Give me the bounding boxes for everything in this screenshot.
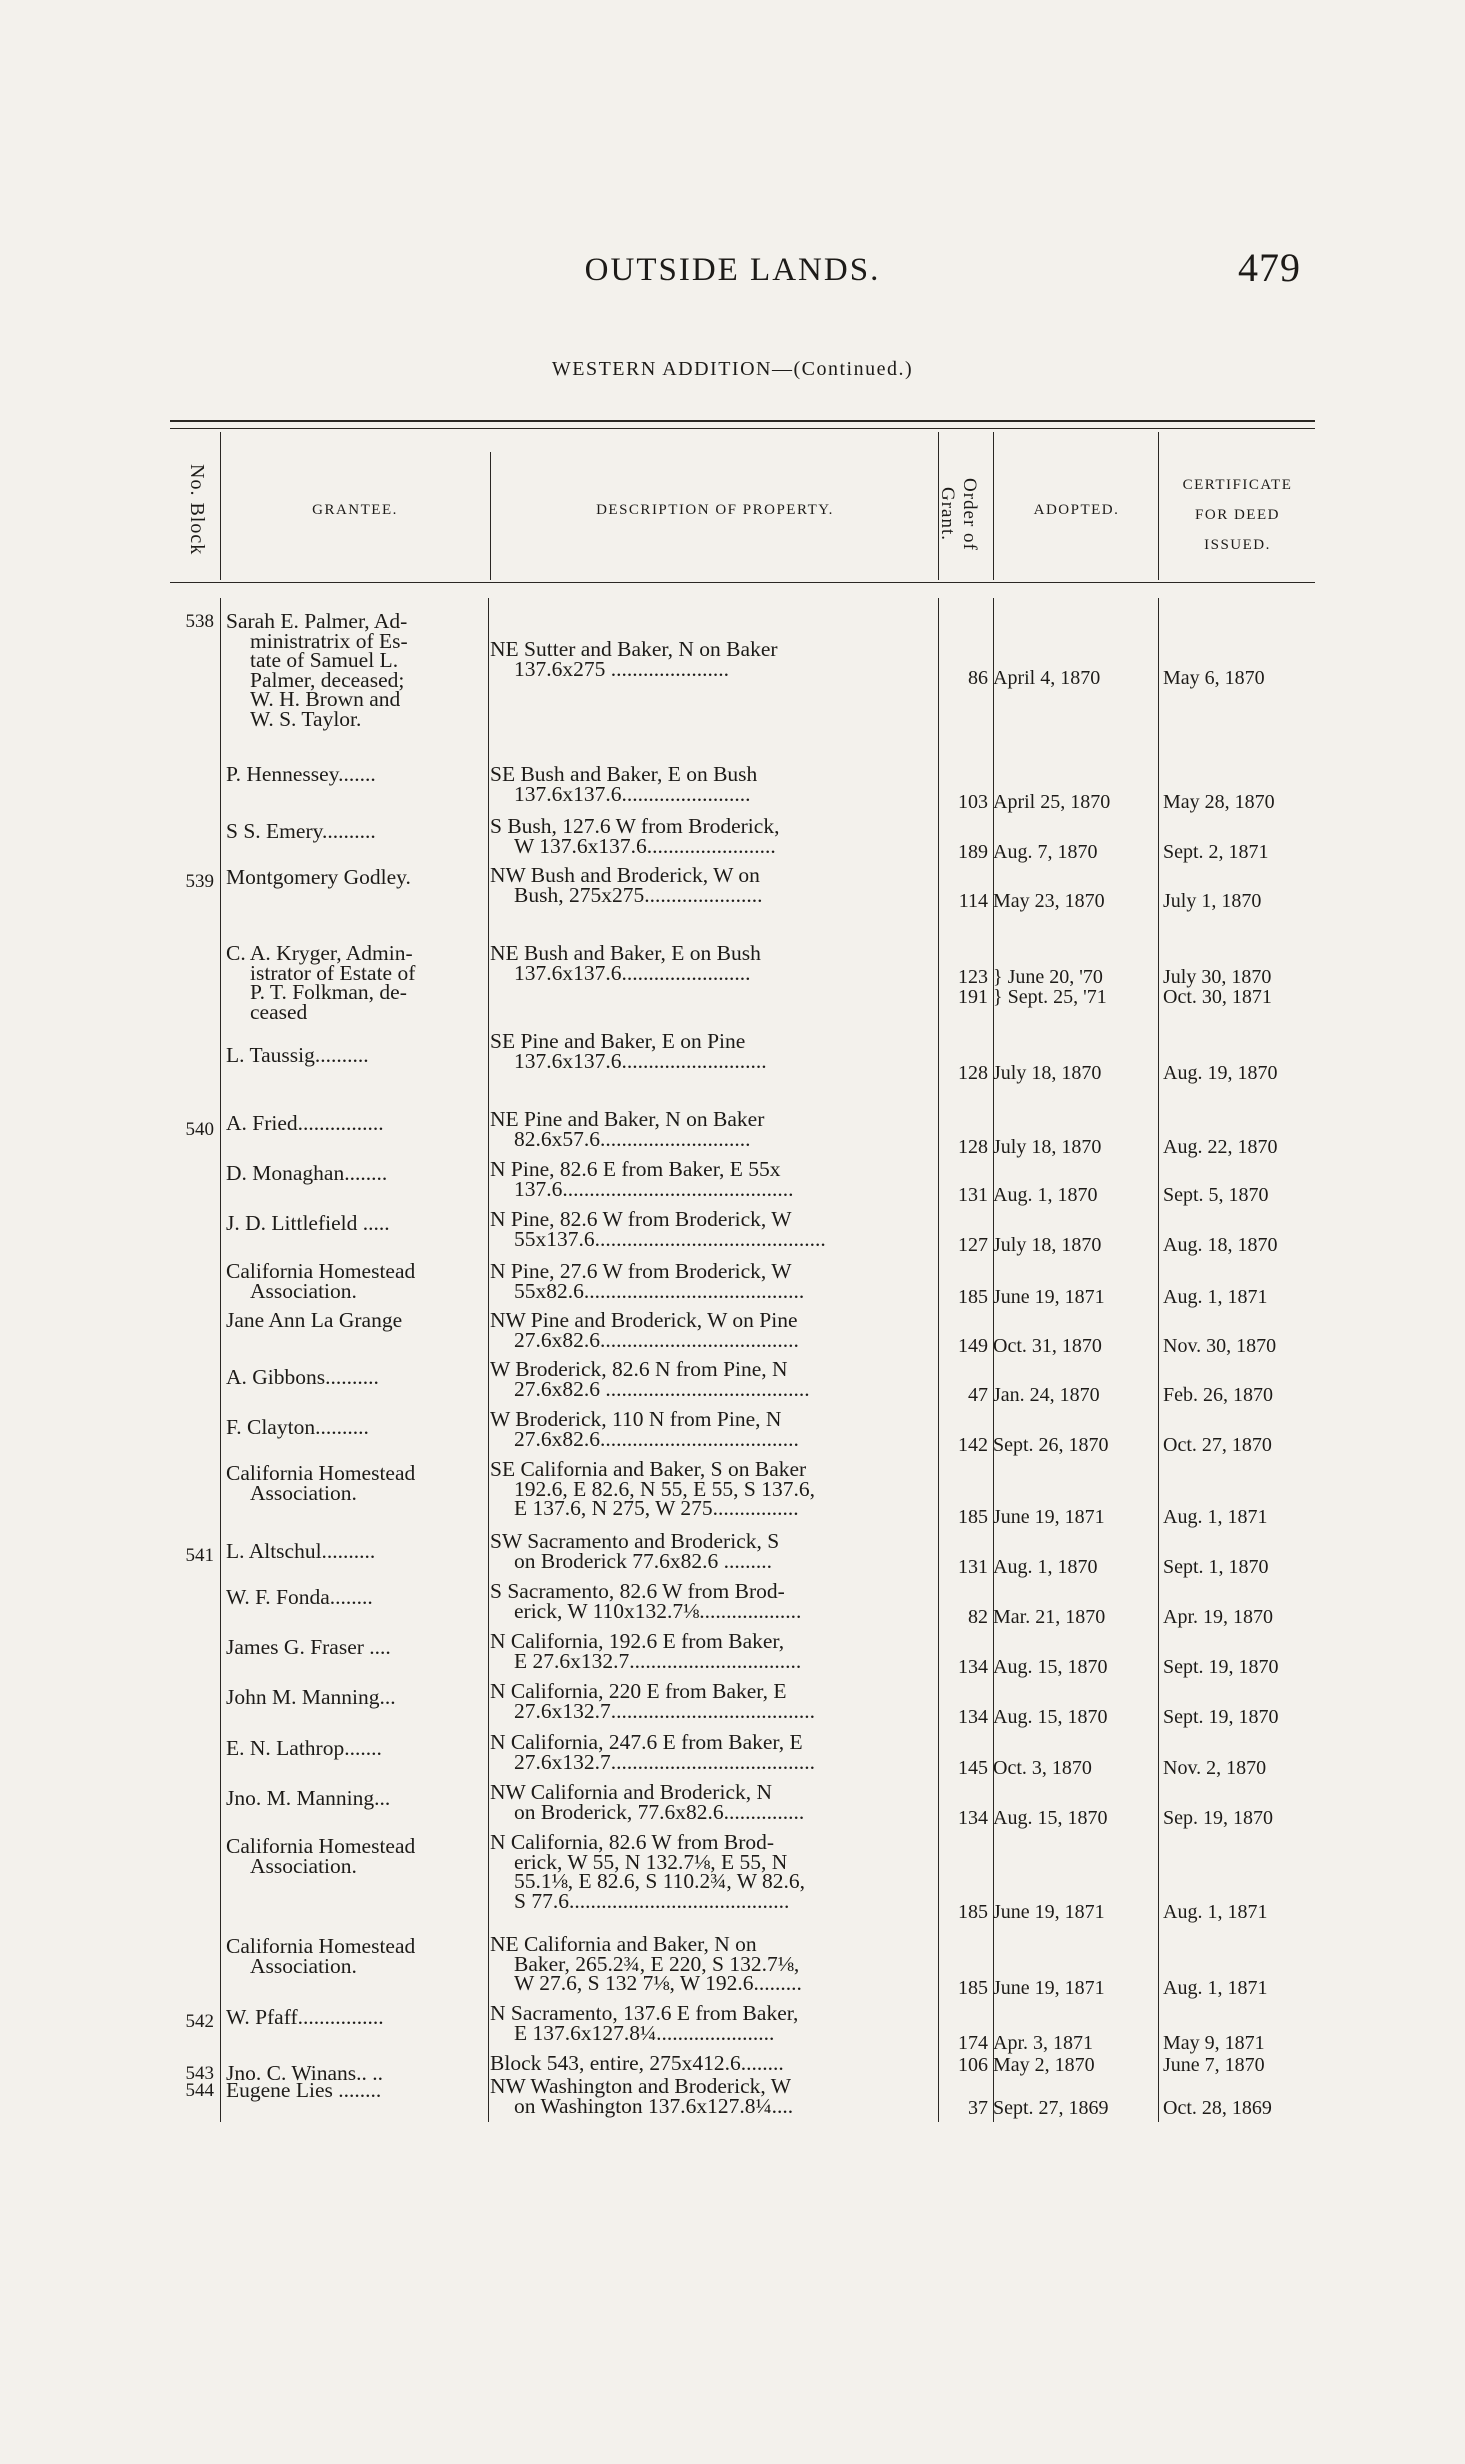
grantee: Jno. M. Manning... [226, 1786, 391, 1810]
grantee: A. Gibbons.......... [226, 1365, 379, 1389]
certificate-date: Sept. 5, 1870 [1163, 1184, 1269, 1206]
grantee: C. A. Kryger, Admin- istrator of Estate of P. T. Folkman, de- ceased [226, 941, 416, 1024]
order-of-grant: 149 [958, 1335, 988, 1357]
order-of-grant: 131 [958, 1184, 988, 1206]
order-of-grant: 127 [958, 1234, 988, 1256]
col-rule-5 [1158, 432, 1159, 580]
block-number: 539 [185, 871, 214, 892]
adopted-date: June 19, 1871 [993, 1506, 1105, 1528]
grantee: S S. Emery.......... [226, 819, 376, 843]
order-of-grant-2: 191 [958, 986, 988, 1008]
order-of-grant: 145 [958, 1757, 988, 1779]
grantee: California Homestead Association. [226, 1259, 416, 1303]
certificate-date: Oct. 27, 1870 [1163, 1434, 1272, 1456]
property-description: SE Bush and Baker, E on Bush 137.6x137.6........................ [490, 762, 758, 806]
order-of-grant: 134 [958, 1656, 988, 1678]
header-rule-bottom [170, 582, 1315, 583]
adopted-date: May 23, 1870 [993, 890, 1105, 912]
property-description: NW Pine and Broderick, W on Pine 27.6x82.6..................................... [490, 1308, 799, 1352]
col-header-adopted: ADOPTED. [1033, 502, 1120, 518]
block-number: 540 [185, 1119, 214, 1140]
property-description: NE Bush and Baker, E on Bush 137.6x137.6........................ [490, 941, 761, 985]
certificate-date: July 30, 1870 [1163, 966, 1272, 988]
grantee: California Homestead Association. [226, 1934, 416, 1978]
certificate-date: Aug. 19, 1870 [1163, 1062, 1278, 1084]
cert-header-line-2: FOR DEED [1195, 507, 1280, 523]
col-rule-2 [490, 452, 491, 580]
col-header-certificate [1160, 470, 1315, 560]
grantee: James G. Fraser .... [226, 1635, 391, 1659]
order-of-grant: 37 [968, 2097, 988, 2119]
body-rule-5 [1158, 598, 1159, 2122]
adopted-date: Aug. 15, 1870 [993, 1706, 1108, 1728]
block-number: 544 [185, 2080, 214, 2101]
order-of-grant: 134 [958, 1706, 988, 1728]
order-of-grant: 128 [958, 1136, 988, 1158]
order-of-grant: 189 [958, 841, 988, 863]
adopted-date: } June 20, '70 [993, 966, 1103, 988]
adopted-date: Apr. 3, 1871 [993, 2032, 1093, 2054]
grantee: Sarah E. Palmer, Ad- ministratrix of Es- tate of Samuel L. Palmer, deceased; W. H. Brown and W. S. Taylor. [226, 609, 408, 731]
col-rule-1 [220, 432, 221, 580]
certificate-date: July 1, 1870 [1163, 890, 1262, 912]
order-of-grant: 142 [958, 1434, 988, 1456]
grantee: Jno. C. Winans.. .. [226, 2061, 384, 2085]
order-of-grant: 131 [958, 1556, 988, 1578]
adopted-date: July 18, 1870 [993, 1136, 1102, 1158]
property-description: SW Sacramento and Broderick, S on Broderick 77.6x82.6 ......... [490, 1529, 780, 1573]
property-description: W Broderick, 82.6 N from Pine, N 27.6x82.6 ...................................... [490, 1357, 810, 1401]
grantee: F. Clayton.......... [226, 1415, 369, 1439]
adopted-date: June 19, 1871 [993, 1901, 1105, 1923]
property-description: NE California and Baker, N on Baker, 265.2¾, E 220, S 132.7⅛, W 27.6, S 132 7⅛, W 192.6......... [490, 1932, 802, 1995]
property-description: W Broderick, 110 N from Pine, N 27.6x82.6..................................... [490, 1407, 799, 1451]
property-description: N California, 220 E from Baker, E 27.6x132.7...................................... [490, 1679, 815, 1723]
body-rule-1 [220, 598, 221, 2122]
property-description: S Sacramento, 82.6 W from Brod- erick, W 110x132.7⅛................... [490, 1579, 802, 1623]
adopted-date: Oct. 31, 1870 [993, 1335, 1102, 1357]
certificate-date: May 6, 1870 [1163, 667, 1265, 689]
body-rule-4 [993, 598, 994, 2122]
adopted-date: Mar. 21, 1870 [993, 1606, 1106, 1628]
grantee: W. F. Fonda........ [226, 1585, 373, 1609]
adopted-date: Aug. 15, 1870 [993, 1656, 1108, 1678]
order-of-grant: 185 [958, 1506, 988, 1528]
grantee: E. N. Lathrop....... [226, 1736, 382, 1760]
grantee: John M. Manning... [226, 1685, 396, 1709]
certificate-date: Sep. 19, 1870 [1163, 1807, 1273, 1829]
property-description: NE Pine and Baker, N on Baker 82.6x57.6............................ [490, 1107, 765, 1151]
header-rule-top [170, 420, 1315, 422]
certificate-date: May 9, 1871 [1163, 2032, 1265, 2054]
block-number: 543 [185, 2063, 214, 2084]
order-of-grant: 106 [958, 2054, 988, 2076]
order-of-grant: 134 [958, 1807, 988, 1829]
col-header-description: DESCRIPTION OF PROPERTY. [596, 502, 834, 518]
adopted-date: April 4, 1870 [993, 667, 1101, 689]
certificate-date: June 7, 1870 [1163, 2054, 1265, 2076]
body-rule-2 [488, 598, 489, 2122]
adopted-date: July 18, 1870 [993, 1062, 1102, 1084]
grantee: P. Hennessey....... [226, 762, 376, 786]
property-description: SE California and Baker, S on Baker 192.6, E 82.6, N 55, E 55, S 137.6, E 137.6, N 275, W 275................ [490, 1457, 815, 1520]
running-title: OUTSIDE LANDS. [584, 252, 881, 288]
order-of-grant: 185 [958, 1286, 988, 1308]
property-description: NW Bush and Broderick, W on Bush, 275x275...................... [490, 863, 763, 907]
body-rule-3 [938, 598, 939, 2122]
col-header-block: No. Block [186, 464, 208, 556]
adopted-date: June 19, 1871 [993, 1977, 1105, 1999]
property-description: N Sacramento, 137.6 E from Baker, E 137.6x127.8¼...................... [490, 2001, 799, 2045]
certificate-date: Sept. 2, 1871 [1163, 841, 1269, 863]
grantee: Eugene Lies ........ [226, 2078, 382, 2102]
certificate-date: Sept. 19, 1870 [1163, 1706, 1279, 1728]
certificate-date: May 28, 1870 [1163, 791, 1275, 813]
certificate-date: Nov. 30, 1870 [1163, 1335, 1277, 1357]
order-of-grant: 86 [968, 667, 988, 689]
grantee: W. Pfaff................ [226, 2005, 384, 2029]
certificate-date: Aug. 1, 1871 [1163, 1286, 1268, 1308]
order-of-grant: 185 [958, 1901, 988, 1923]
adopted-date: Sept. 26, 1870 [993, 1434, 1109, 1456]
certificate-date: Aug. 1, 1871 [1163, 1506, 1268, 1528]
property-description: N Pine, 82.6 E from Baker, E 55x 137.6........................................... [490, 1157, 794, 1201]
property-description: N California, 192.6 E from Baker, E 27.6x132.7................................ [490, 1629, 802, 1673]
order-of-grant: 174 [958, 2032, 988, 2054]
col-header-grantee: GRANTEE. [312, 502, 398, 518]
order-of-grant: 185 [958, 1977, 988, 1999]
section-subtitle: WESTERN ADDITION—(Continued.) [551, 358, 914, 380]
property-description: NW Washington and Broderick, W on Washington 137.6x127.8¼.... [490, 2074, 794, 2118]
certificate-date-2: Oct. 30, 1871 [1163, 986, 1272, 1008]
adopted-date: Jan. 24, 1870 [993, 1384, 1100, 1406]
grantee: Montgomery Godley. [226, 865, 411, 889]
certificate-date: Aug. 22, 1870 [1163, 1136, 1278, 1158]
col-rule-4 [993, 432, 994, 580]
certificate-date: Nov. 2, 1870 [1163, 1757, 1267, 1779]
order-of-grant: 47 [968, 1384, 988, 1406]
page-number: 479 [1238, 245, 1301, 290]
cert-header-line-3: ISSUED. [1204, 537, 1271, 553]
block-number: 542 [185, 2011, 214, 2032]
grantee: D. Monaghan........ [226, 1161, 388, 1185]
grantee: California Homestead Association. [226, 1461, 416, 1505]
order-of-grant: 123 [958, 966, 988, 988]
order-of-grant: 103 [958, 791, 988, 813]
property-description: N Pine, 27.6 W from Broderick, W 55x82.6......................................... [490, 1259, 805, 1303]
order-of-grant: 114 [958, 890, 988, 912]
certificate-date: Aug. 1, 1871 [1163, 1977, 1268, 1999]
adopted-date-2: } Sept. 25, '71 [993, 986, 1107, 1008]
property-description: N California, 247.6 E from Baker, E 27.6x132.7...................................... [490, 1730, 815, 1774]
block-number: 541 [185, 1545, 214, 1566]
certificate-date: Aug. 18, 1870 [1163, 1234, 1278, 1256]
adopted-date: June 19, 1871 [993, 1286, 1105, 1308]
adopted-date: Aug. 7, 1870 [993, 841, 1098, 863]
certificate-date: Apr. 19, 1870 [1163, 1606, 1273, 1628]
property-description: S Bush, 127.6 W from Broderick, W 137.6x137.6........................ [490, 814, 780, 858]
adopted-date: Aug. 15, 1870 [993, 1807, 1108, 1829]
certificate-date: Sept. 1, 1870 [1163, 1556, 1269, 1578]
property-description: SE Pine and Baker, E on Pine 137.6x137.6........................... [490, 1029, 767, 1073]
certificate-date: Sept. 19, 1870 [1163, 1656, 1279, 1678]
order-of-grant: 82 [968, 1606, 988, 1628]
grantee: L. Taussig.......... [226, 1043, 369, 1067]
adopted-date: May 2, 1870 [993, 2054, 1095, 2076]
adopted-date: Sept. 27, 1869 [993, 2097, 1109, 2119]
grantee: J. D. Littlefield ..... [226, 1211, 390, 1235]
grantee: Jane Ann La Grange [226, 1308, 403, 1332]
property-description: N Pine, 82.6 W from Broderick, W 55x137.6........................................... [490, 1207, 826, 1251]
adopted-date: Aug. 1, 1870 [993, 1556, 1098, 1578]
header-rule-top-2 [170, 428, 1315, 429]
grantee: A. Fried................ [226, 1111, 384, 1135]
adopted-date: April 25, 1870 [993, 791, 1111, 813]
grantee: L. Altschul.......... [226, 1539, 376, 1563]
certificate-date: Aug. 1, 1871 [1163, 1901, 1268, 1923]
property-description: NW California and Broderick, N on Broderick, 77.6x82.6............... [490, 1780, 805, 1824]
certificate-date: Oct. 28, 1869 [1163, 2097, 1272, 2119]
property-description: N California, 82.6 W from Brod- erick, W 55, N 132.7⅛, E 55, N 55.1⅛, E 82.6, S 110.2¾, W 82.6, S 77.6......................................... [490, 1830, 806, 1913]
order-of-grant: 128 [958, 1062, 988, 1084]
adopted-date: Oct. 3, 1870 [993, 1757, 1092, 1779]
certificate-date: Feb. 26, 1870 [1163, 1384, 1273, 1406]
property-description: Block 543, entire, 275x412.6........ [490, 2051, 784, 2075]
grantee: California Homestead Association. [226, 1834, 416, 1878]
cert-header-line-1: CERTIFICATE [1182, 477, 1293, 493]
property-description: NE Sutter and Baker, N on Baker 137.6x275 ...................... [490, 637, 778, 681]
block-number: 538 [185, 611, 214, 632]
adopted-date: July 18, 1870 [993, 1234, 1102, 1256]
col-header-order: Order of Grant. [937, 477, 980, 551]
adopted-date: Aug. 1, 1870 [993, 1184, 1098, 1206]
